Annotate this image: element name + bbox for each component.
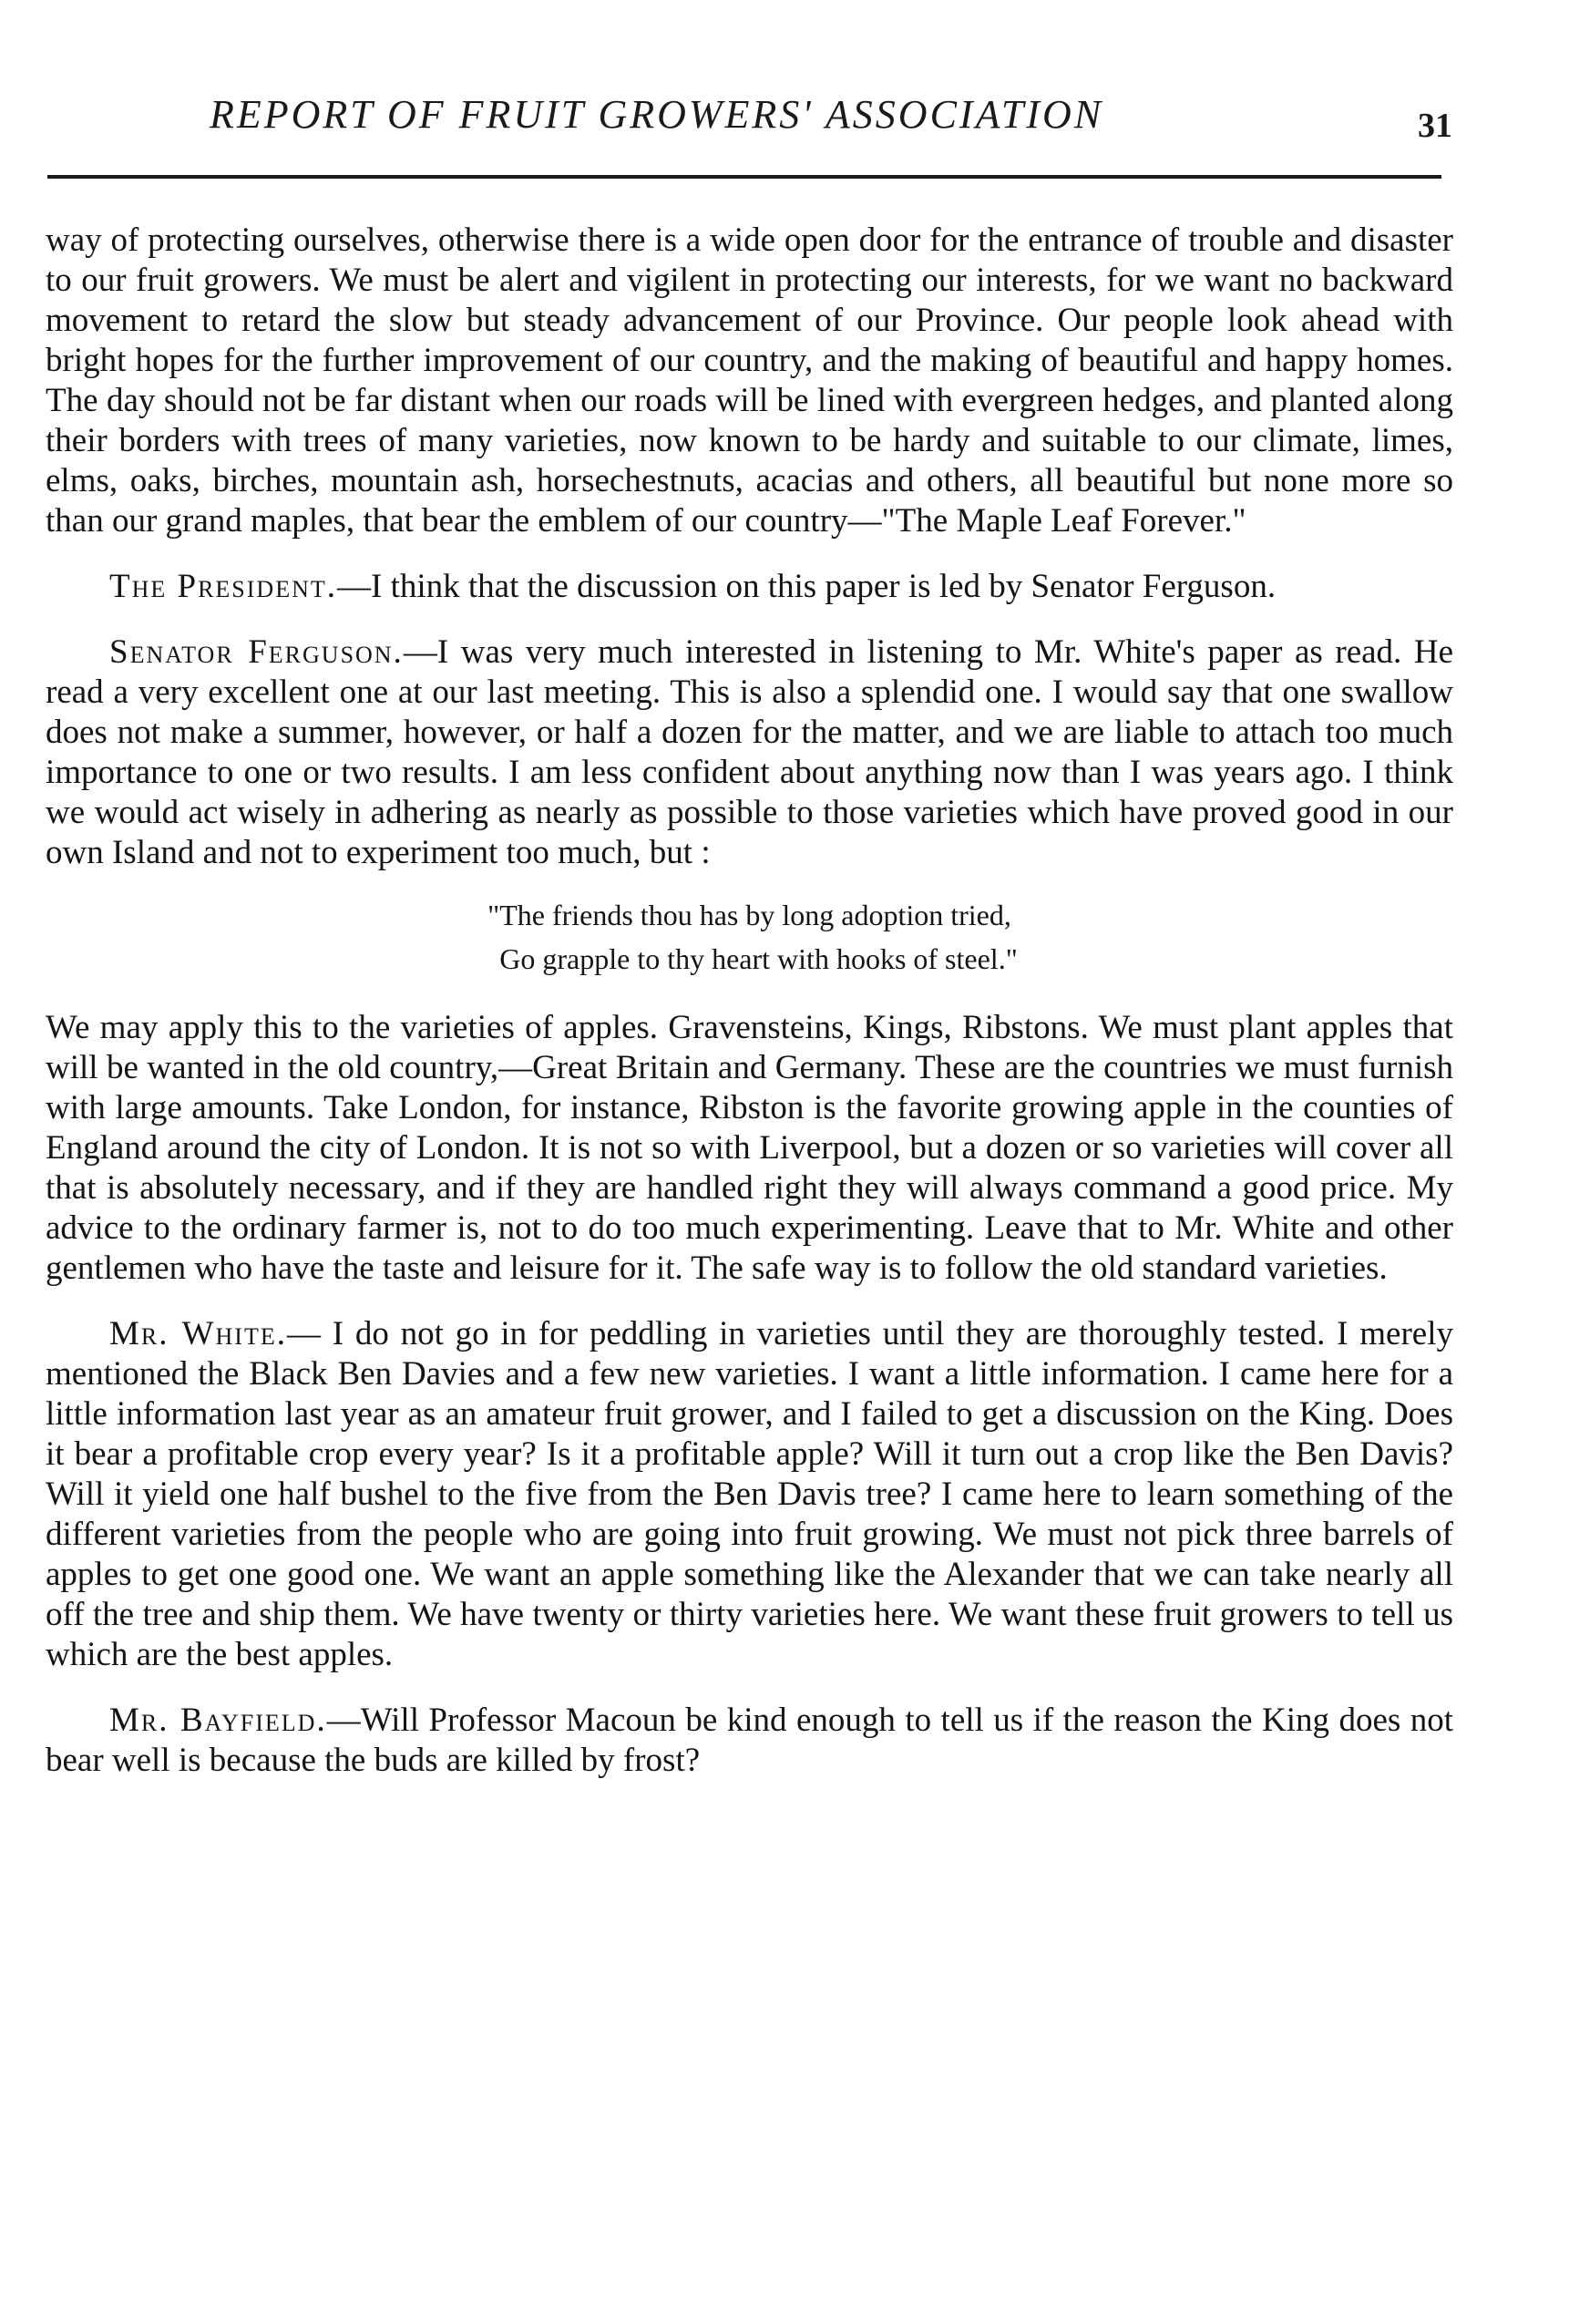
quote-line: Go grapple to thy heart with hooks of steel." (499, 942, 1018, 975)
paragraph-mr-white (46, 1314, 1453, 1675)
speaker-name: Mr. White. (109, 1315, 287, 1352)
page-number: 31 (1418, 107, 1452, 145)
paragraph-president (46, 567, 1453, 607)
quote-line: "The friends thou has by long adoption tried, (487, 899, 1011, 931)
speaker-name: Mr. Bayfield. (109, 1702, 327, 1739)
paragraph-continued (46, 221, 1453, 541)
paragraph-text: —Will Professor Macoun be kind enough to tell us if the reason the King does not bear well is because the buds are killed by frost? (46, 1702, 1453, 1779)
paragraph-text: way of protecting ourselves, otherwise there is a wide open door for the entrance of trouble and disaster to our fruit growers. We must be alert and vigilent in protecting our interests, for we want no backward movement to retard the slow but steady advancement of our Province. Our people look ahead with bright hopes for the further improvement of our country, and the making of beautiful and happy homes. The day should not be far distant when our roads will be lined with evergreen hedges, and planted along their borders with trees of many varieties, now known to be hardy and suitable to our climate, limes, elms, oaks, birches, mountain ash, horsechestnuts, acacias and others, all beautiful but none more so than our grand maples, that bear the emblem of our country—"The Maple Leaf Forever." (46, 221, 1453, 540)
paragraph-continuation (46, 1008, 1453, 1289)
running-title: REPORT OF FRUIT GROWERS' ASSOCIATION (210, 92, 1104, 137)
speaker-name: The President. (109, 568, 337, 605)
body-text (46, 221, 1453, 1781)
paragraph-text: — I do not go in for peddling in varieties until they are thoroughly tested. I merely mentioned the Black Ben Davies and a few new varieties. I want a little information. I came here for a little information last year as an amateur fruit grower, and I failed to get a discussion on the King. Does it bear a profitable crop every year? Is it a profitable apple? Will it turn out a crop like the Ben Davis? Will it yield one half bushel to the five from the Ben Davis tree? I came here to learn something of the different varieties from the people who are going into fruit growing. We must not pick three barrels of apples to get one good one. We want an apple something like the Alexander that we can take nearly all off the tree and ship them. We have twenty or thirty varieties here. We want these fruit growers to tell us which are the best apples. (46, 1315, 1453, 1673)
paragraph-text: We may apply this to the varieties of apples. Gravensteins, Kings, Ribstons. We must plant apples that will be wanted in the old country,—Great Britain and Germany. These are the countries we must furnish with large amounts. Take London, for instance, Ribston is the favorite growing apple in the counties of England around the city of London. It is not so with Liverpool, but a dozen or so varieties will cover all that is absolutely necessary, and if they are handled right they will always command a good price. My advice to the ordinary farmer is, not to do too much experimenting. Leave that to Mr. White and other gentlemen who have the taste and leisure for it. The safe way is to follow the old standard varieties. (46, 1009, 1453, 1287)
paragraph-text: —I think that the discussion on this paper is led by Senator Ferguson. (337, 568, 1277, 605)
paragraph-senator-ferguson (46, 632, 1453, 873)
header-rule (47, 175, 1441, 179)
running-header (210, 91, 1467, 146)
speaker-name: Senator Ferguson. (109, 633, 404, 671)
paragraph-text: —I was very much interested in listening to Mr. White's paper as read. He read a very excellent one at our last meeting. This is also a splendid one. I would say that one swallow does not make a summer, however, or half a dozen for the matter, and we are liable to attach too much importance to one or two results. I am less confident about anything now than I was years ago. I think we would act wisely in adhering as nearly as possible to those varieties which have proved good in our own Island and not to experiment too much, but : (46, 633, 1453, 871)
paragraph-mr-bayfield (46, 1701, 1453, 1781)
verse-quote (46, 893, 1453, 981)
